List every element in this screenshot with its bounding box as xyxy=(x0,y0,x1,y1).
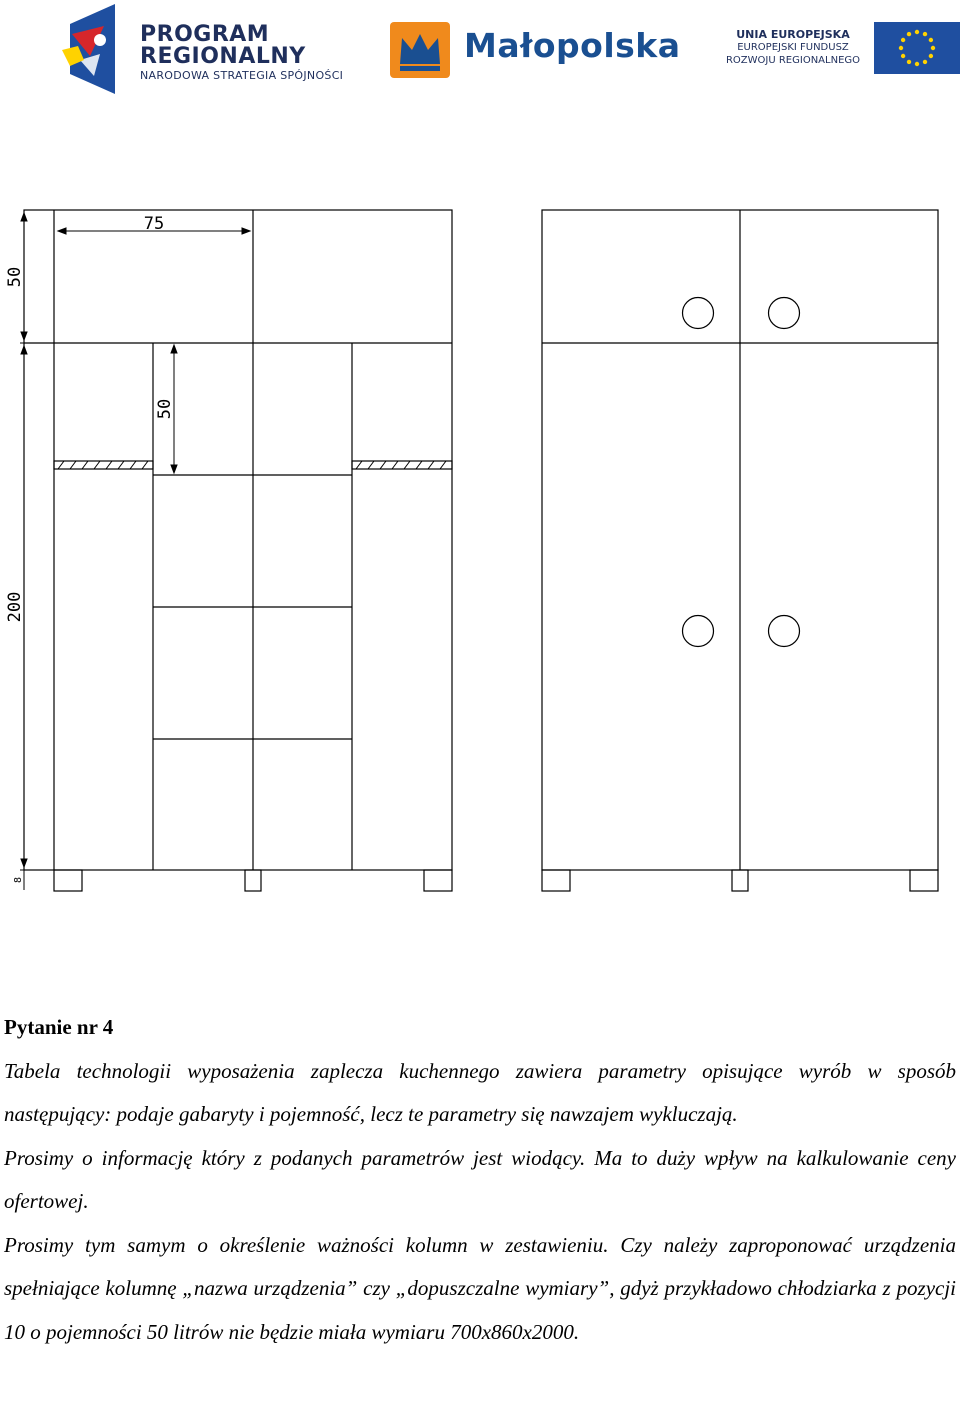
strategy-label: NARODOWA STRATEGIA SPÓJNOŚCI xyxy=(140,69,344,82)
program-regionalny-emblem-icon xyxy=(60,4,140,94)
eu-regional-label: ROZWOJU REGIONALNEGO xyxy=(725,55,861,66)
eu-star-icon xyxy=(915,62,919,66)
leg-right xyxy=(424,870,452,891)
dim-width-label: 75 xyxy=(143,214,165,234)
question-paragraph-3: Prosimy tym samym o określenie ważności kolumn w zestawieniu. Czy należy zaproponować urządzenia spełniające kolumnę „nazwa urządzenia” czy „dopuszczalne wymiary”, gdyż przykładowo chłodziarka z pozycji 10 o pojemności 50 litrów nie będzie miała wymiaru 700x860x2000. xyxy=(4,1232,956,1344)
cabinet-front-view-closed xyxy=(542,210,938,891)
program-regionalny-logo xyxy=(60,4,360,94)
eu-star-icon xyxy=(923,32,927,36)
dim-leg-height-label: 8 xyxy=(13,876,24,884)
eu-fund-text xyxy=(718,28,868,67)
program-label: PROGRAM xyxy=(140,22,270,47)
eu-star-icon xyxy=(901,54,905,58)
furniture-technical-drawing xyxy=(0,195,960,905)
malopolska-logo xyxy=(390,22,690,78)
eu-star-icon xyxy=(929,38,933,42)
shelf-hatched-right xyxy=(352,461,452,469)
eu-star-icon xyxy=(901,38,905,42)
closed-leg-left xyxy=(542,870,570,891)
eu-star-icon xyxy=(923,60,927,64)
malopolska-name: Małopolska xyxy=(464,26,681,65)
eu-star-icon xyxy=(899,46,903,50)
cabinet-front-view-open xyxy=(24,210,452,891)
dim-inner-height-label: 50 xyxy=(155,398,175,420)
malopolska-crown-icon xyxy=(390,22,450,78)
knob-bottom-left-icon xyxy=(683,616,714,647)
regionalny-label: REGIONALNY xyxy=(140,44,306,69)
eu-star-icon xyxy=(915,30,919,34)
eu-logo xyxy=(718,22,960,78)
eu-star-icon xyxy=(929,54,933,58)
eu-star-icon xyxy=(907,32,911,36)
question-paragraph-1: Tabela technologii wyposażenia zaplecza kuchennego zawiera parametry opisujące wyrób w sposób następujący: podaje gabaryty i pojemność, lecz te parametry się nawzajem wykluczają. xyxy=(4,1058,956,1126)
knob-bottom-right-icon xyxy=(769,616,800,647)
knob-top-right-icon xyxy=(769,298,800,329)
eu-fund-label: EUROPEJSKI FUNDUSZ xyxy=(737,42,849,53)
question-section xyxy=(4,1006,956,1354)
leg-left xyxy=(54,870,82,891)
dim-top-height-label: 50 xyxy=(5,266,25,288)
eu-star-icon xyxy=(907,60,911,64)
eu-star-icon xyxy=(931,46,935,50)
dim-body-height-label: 200 xyxy=(5,591,25,623)
question-heading: Pytanie nr 4 xyxy=(4,1015,114,1039)
leg-middle xyxy=(245,870,261,891)
knob-top-left-icon xyxy=(683,298,714,329)
closed-leg-middle xyxy=(732,870,748,891)
eu-flag-icon xyxy=(874,22,960,74)
closed-leg-right xyxy=(910,870,938,891)
eu-union-label: UNIA EUROPEJSKA xyxy=(736,28,850,41)
program-regionalny-text xyxy=(140,24,343,83)
cabinet-outline xyxy=(24,210,452,870)
question-paragraph-2: Prosimy o informację który z podanych parametrów jest wiodący. Ma to duży wpływ na kalkulowanie ceny ofertowej. xyxy=(4,1145,956,1213)
logo-header xyxy=(0,0,960,100)
shelf-hatched-left xyxy=(54,461,153,469)
